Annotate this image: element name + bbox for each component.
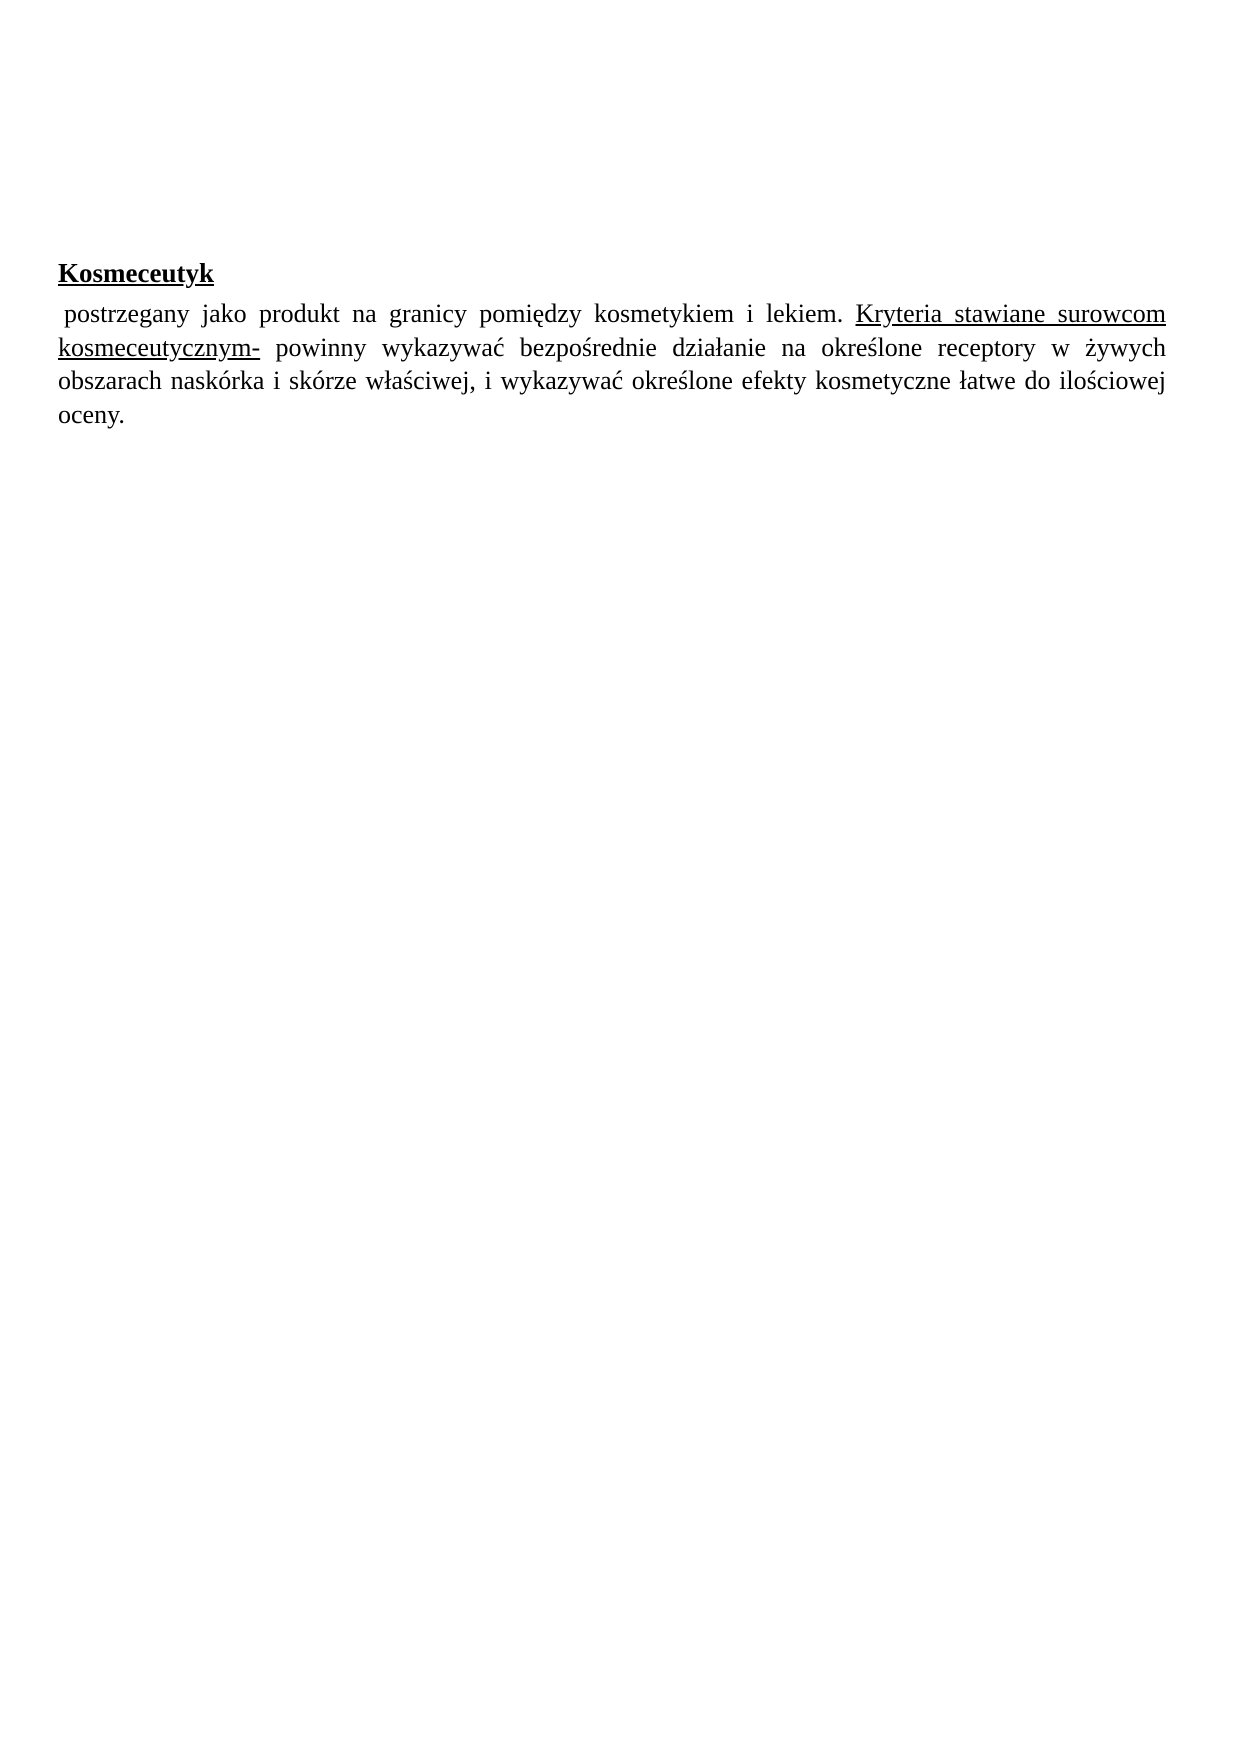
paragraph-intro: postrzegany jako produkt na granicy pomiędzy kosmetykiem i lekiem. <box>64 299 844 328</box>
section-heading: Kosmeceutyk <box>58 258 214 288</box>
paragraph-body: powinny wykazywać bezpośrednie działanie na określone receptory w żywych obszarach naskórka i skórze właściwej, i wykazywać określone efekty kosmetyczne łatwe do ilościowej oceny. <box>58 332 1167 429</box>
document-content <box>58 255 1166 431</box>
definition-paragraph <box>58 297 1166 431</box>
paragraph-term: Kryteria stawiane surowcom kosmeceutycznym- <box>58 299 1166 362</box>
